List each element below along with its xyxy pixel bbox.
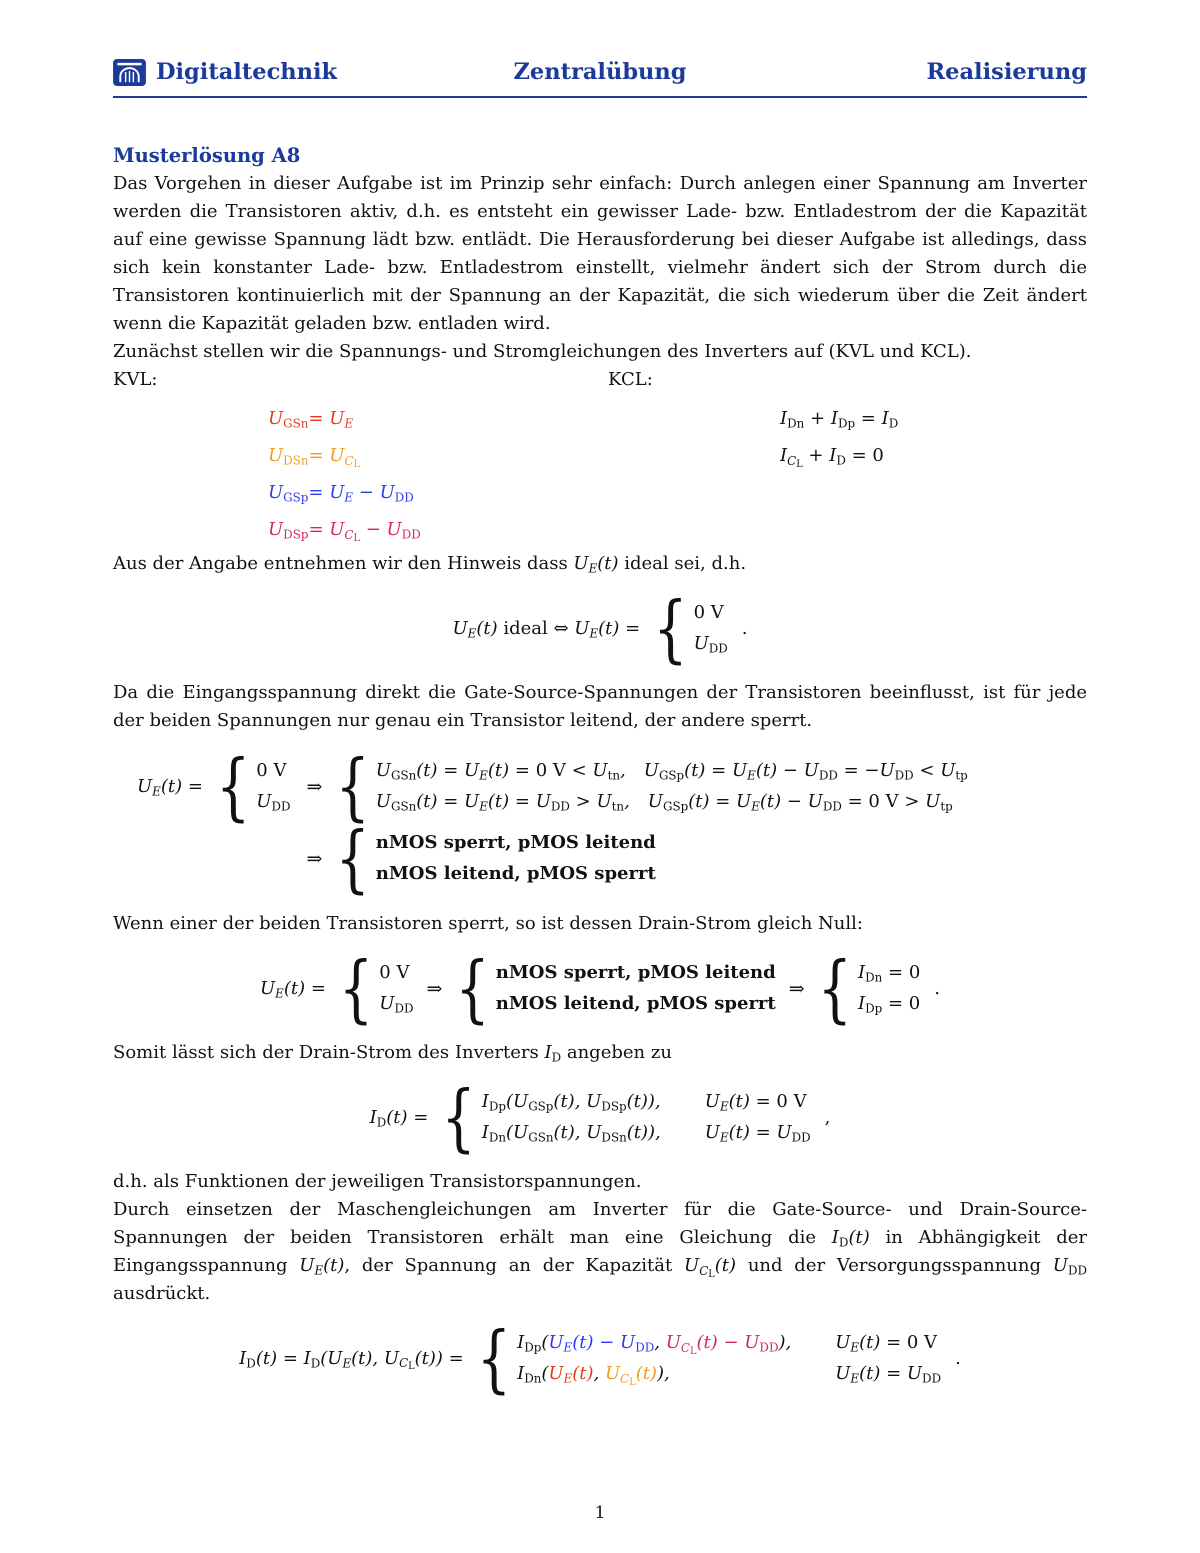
equation-punctuation: . — [741, 617, 748, 639]
cases-rows — [694, 599, 728, 658]
case-row-mode: nMOS sperrt, pMOS leitend — [375, 832, 656, 853]
case-condition: $U_E(t) = 0$ V — [835, 1332, 938, 1355]
cases-bracket-group — [455, 945, 776, 1031]
cases-rows — [256, 757, 290, 816]
case-condition: $U_E(t) = U_{DD}$ — [835, 1363, 942, 1386]
case-row: $I_{Dp} = 0$ — [858, 993, 921, 1016]
kcl-label: KCL: — [608, 369, 653, 390]
paragraph-drain-current: Somit lässt sich der Drain-Strom des Inverters $I_D$ angeben zu — [113, 1042, 672, 1065]
kvl-equation-ugsn: $U_{GSn}= U_E$ — [268, 408, 354, 431]
equation-lhs: $U_E(t)$ ideal ⇔ $U_E(t)$ = — [452, 617, 641, 641]
cases-bracket-group — [817, 945, 921, 1031]
kcl-equation-list — [600, 405, 1087, 544]
cases-bracket-group — [476, 1315, 942, 1401]
cases-rows — [858, 959, 920, 1018]
case-row: 0 V — [693, 602, 724, 623]
left-brace: { — [215, 743, 251, 829]
paragraph-kvl-kcl-intro: Zunächst stellen wir die Spannungs- und Stromgleichungen des Inverters auf (KVL und KCL). — [113, 341, 972, 362]
implies-arrow: ⇒ — [306, 775, 323, 798]
paragraph-gate-source: Da die Eingangsspannung direkt die Gate-Source-Spannungen der Transistoren beeinflusst, ist für jede der beiden Spannungen nur genau ein Transistor leitend, der andere sperrt. — [113, 682, 1087, 731]
cases-bracket-group — [215, 743, 291, 829]
case-row: 0 V — [379, 962, 410, 983]
expression-prefix: $I_{Dn}$( — [517, 1363, 549, 1386]
page-header — [113, 58, 1087, 98]
expression-ugsp-term: $U_E(t) - U_{DD}$ — [548, 1332, 655, 1355]
page-footer — [113, 1499, 1087, 1527]
left-brace: { — [335, 815, 370, 901]
equation-punctuation: . — [934, 977, 941, 999]
case-row: 0 V — [256, 760, 287, 781]
equation-drain-current-zero — [113, 945, 1087, 1031]
header-brand — [113, 58, 337, 87]
kvl-label: KVL: — [113, 369, 158, 390]
kvl-kcl-labels — [113, 366, 1087, 394]
cases-rows — [376, 757, 968, 816]
case-condition: $U_E(t) = 0$ V — [704, 1091, 807, 1114]
kvl-equation-list — [113, 405, 600, 544]
left-brace: { — [335, 743, 370, 829]
equation-lhs: $U_E(t)$ = — [137, 775, 203, 799]
case-analysis-modes — [306, 815, 1087, 901]
case-row: $U_{DD}$ — [379, 993, 414, 1016]
cases-bracket-group — [338, 945, 414, 1031]
left-brace: { — [817, 945, 853, 1031]
expression-ugsn-term: $U_E(t)$ — [548, 1363, 594, 1386]
equation-case-analysis — [137, 743, 1087, 901]
expression-udsn-term: $U_{C_L}(t)$ — [605, 1363, 658, 1388]
kvl-kcl-equations — [113, 405, 1087, 544]
kvl-equation-udsn: $U_{DSn}= U_{C_L}$ — [268, 445, 361, 470]
case-expression — [517, 1360, 791, 1388]
left-brace: { — [476, 1315, 512, 1401]
case-row: $U_{DD}$ — [693, 633, 728, 656]
case-analysis-lhs — [137, 743, 291, 829]
cases-rows — [379, 959, 413, 1018]
equation-final-substituted — [113, 1315, 1087, 1401]
implies-arrow: ⇒ — [306, 847, 323, 870]
left-brace: { — [441, 1074, 476, 1160]
case-analysis-voltages — [306, 743, 1087, 829]
case-condition: $U_E(t) = U_{DD}$ — [704, 1122, 811, 1145]
equation-lhs: $I_D(t)$ = — [369, 1106, 429, 1130]
case-expression: $I_{Dn}(U_{GSn}(t)$, $U_{DSn}(t)$), — [481, 1122, 661, 1145]
case-row-mode: nMOS leitend, pMOS sperrt — [495, 993, 776, 1014]
equation-lhs: $U_E(t)$ = — [259, 977, 326, 1001]
cases-rows — [376, 829, 656, 888]
institute-logo-icon — [113, 58, 146, 87]
kcl-equation-node: $I_{C_L} + I_D = 0$ — [780, 445, 884, 470]
equation-ideal-input — [113, 585, 1087, 671]
expression-prefix: $I_{Dp}$( — [517, 1332, 549, 1355]
case-row-mode: nMOS sperrt, pMOS leitend — [495, 962, 776, 983]
cases-bracket-group — [653, 585, 728, 671]
header-course-title: Digitaltechnik — [156, 59, 338, 86]
left-brace: { — [653, 585, 688, 671]
cases-rows — [496, 959, 776, 1018]
equation-inverter-drain-current — [113, 1074, 1087, 1160]
case-row: $U_{DD}$ — [256, 791, 291, 814]
implies-arrow: ⇒ — [426, 977, 443, 1000]
paragraph-intro: Das Vorgehen in dieser Aufgabe ist im Prinzip sehr einfach: Durch anlegen einer Spannung am Inverter werden die Transistoren aktiv, d.h. es entsteht ein gewisser Lade- bzw. Entladestrom der die Kapazität auf eine gewisse Spannung lädt bzw. entlädt. Die Herausforderung bei dieser Aufgabe ist alledings, dass sich kein konstanter Lade- bzw. Entladestrom einstellt, vielmehr ändert sich der Strom durch die Transistoren kontinuierlich mit der Spannung an der Kapazität, die sich wiederum über die Zeit ändert wenn die Kapazität geladen bzw. entladen wird. — [113, 173, 1087, 334]
expression-separator: , — [593, 1363, 605, 1384]
paragraph-mesh-equations: Durch einsetzen der Maschengleichungen am Inverter für die Gate-Source- und Drain-Source-Spannungen der beiden Transistoren erhält man eine Gleichung die $I_D(t)$ in Abhängigkeit der Eingangsspannung $U_E(t)$, der Spannung an der Kapazität $U_{C_L}(t)$ und der Versorgungsspannung $U_{DD}$ ausdrückt. — [113, 1199, 1088, 1304]
expression-suffix: ), — [778, 1332, 792, 1353]
expression-suffix: ), — [657, 1363, 670, 1384]
case-row: $U_{GSn}(t) = U_E(t) = U_{DD} > U_{tn}$, $U_{GSp}(t) = U_E(t) - U_{DD} = 0$ $V > U_{tp}$ — [375, 791, 953, 814]
header-center-title: Zentralübung — [513, 59, 687, 86]
case-expression — [517, 1329, 791, 1357]
kvl-equation-ugsp: $U_{GSp}= U_E - U_{DD}$ — [268, 482, 414, 505]
case-row-mode: nMOS leitend, pMOS sperrt — [375, 863, 656, 884]
header-right-title: Realisierung — [926, 59, 1087, 86]
page-number: 1 — [594, 1503, 606, 1523]
case-row: $U_{GSn}(t) = U_E(t) = 0$ $V < U_{tn}$, $U_{GSp}(t) = U_E(t) - U_{DD} = -U_{DD} < U_{tp}$ — [375, 760, 968, 783]
section-title: Musterlösung A8 — [113, 144, 301, 167]
kcl-equation-currents: $I_{Dn} + I_{Dp} = I_D$ — [780, 408, 899, 431]
paragraph-blocked-transistor: Wenn einer der beiden Transistoren sperrt, so ist dessen Drain-Strom gleich Null: — [113, 913, 863, 934]
equation-punctuation: . — [955, 1347, 961, 1369]
case-row: $I_{Dn} = 0$ — [858, 962, 921, 985]
cases-rows — [517, 1329, 941, 1388]
equation-lhs: $I_D(t) = I_D(U_E(t)$, $U_{C_L}(t)$) = — [239, 1347, 464, 1372]
expression-udsp-term: $U_{C_L}(t) - U_{DD}$ — [665, 1332, 779, 1357]
cases-rows — [482, 1088, 811, 1147]
case-expression: $I_{Dp}(U_{GSp}(t)$, $U_{DSp}(t)$), — [481, 1091, 661, 1114]
expression-separator: , — [654, 1332, 666, 1353]
cases-bracket-group — [441, 1074, 811, 1160]
paragraph-ideal-hint: Aus der Angabe entnehmen wir den Hinweis dass $U_E(t)$ ideal sei, d.h. — [113, 553, 747, 576]
equation-punctuation: , — [824, 1106, 831, 1128]
cases-bracket-group — [335, 815, 656, 901]
kvl-equation-udsp: $U_{DSp}= U_{C_L} - U_{DD}$ — [268, 519, 421, 544]
left-brace: { — [455, 945, 490, 1031]
cases-bracket-group — [335, 743, 968, 829]
left-brace: { — [338, 945, 374, 1031]
paragraph-functions: d.h. als Funktionen der jeweiligen Transistorspannungen. — [113, 1171, 642, 1192]
implies-arrow: ⇒ — [788, 977, 805, 1000]
